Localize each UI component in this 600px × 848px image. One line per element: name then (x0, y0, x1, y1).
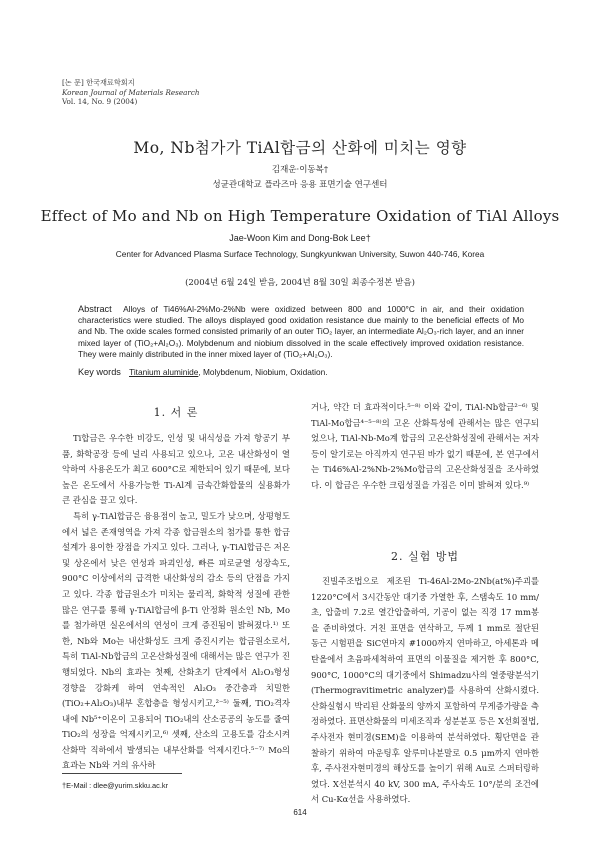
title-korean: Mo, Nb첨가가 TiAl합금의 산화에 미치는 영향 (133, 139, 467, 157)
authors-korean: 김재운·이동복† (271, 165, 329, 175)
journal-header (62, 78, 200, 107)
keyword-first: Titanium aluminide (129, 367, 199, 377)
affiliation-english: Center for Advanced Plasma Surface Technology, Sungkyunkwan University, Suwon 440-746, Korea (115, 249, 485, 259)
section1-heading: 1. 서 론 (153, 406, 199, 419)
footnote-email: †E-Mail : dlee@yurim.skku.ac.kr (62, 781, 169, 790)
paragraph: 거나, 약간 더 효과적이다.⁵⁻⁸⁾ 이와 같이, TiAl-Nb합금²⁻⁶⁾ 및 TiAl-Mo합금⁴⁻⁵⁻⁸⁾의 고온 산화특성에 관해서는 많은 연구되었으나, TiAl-Nb-Mo계 합금의 고온산화성질에 관해서는 저자 등이 알기로는 아직까지 연구된 바가 없기 때문에, 본 연구에서는 Ti46%Al-2%Nb-2%Mo합금의 고온산화성질을 조사하였다. 이 합금은 우수한 크립성질을 가짐은 이미 밝혀져 있다.⁹⁾ (311, 402, 539, 490)
journal-name-en: Korean Journal of Materials Research (62, 87, 200, 97)
abstract (78, 304, 524, 360)
footnote-rule (62, 773, 182, 774)
page-number: 614 (293, 808, 307, 817)
right-column-bottom (311, 574, 539, 808)
abstract-text: Alloys of Ti46%Al-2%Mo-2%Nb were oxidized between 800 and 1000°C in air, and their oxidation characteristics were studied. The alloys displayed good oxidation resistance due mainly to the beneficial effects of Mo and Nb. The oxide scales formed consisted primarily of an outer TiO₂ layer, an intermediate Al₂O₃-rich layer, and an inner mixed layer of (TiO₂+Al₂O₃). Molybdenum and niobium dissolved in the scale effectively improved oxidation resistance. They were mainly distributed in the inner mixed layer of (TiO₂+Al₂O₃). (78, 304, 524, 359)
left-column (62, 431, 290, 774)
keywords (78, 367, 524, 377)
section2-heading: 2. 실험 방법 (391, 550, 459, 563)
volume-info: Vol. 14, No. 9 (2004) (62, 97, 138, 106)
abstract-label: Abstract (78, 304, 112, 314)
paragraph: Ti합금은 우수한 비강도, 인성 및 내식성을 가져 항공기 부품, 화학공장 등에 널리 사용되고 있으나, 고온 내산화성이 열악하여 사용온도가 최고 600°C로 제한되어 있기 때문에, 보다 높은 온도에서 사용가능한 Ti-Al계 금속간화합물의 실용화가 큰 관심을 끌고 있다. (62, 433, 290, 506)
article-category: [논 문] 한국재료학회지 (62, 78, 135, 87)
keywords-label: Key words (78, 367, 121, 377)
right-column-top (311, 400, 539, 494)
paragraph: 특히 γ-TiAl합금은 융용점이 높고, 밀도가 낮으며, 상평형도에서 넓은 존재영역을 가져 각종 합금원소의 첨가를 통한 합금설계가 용이한 장점을 가지고 있다. 그러나, γ-TiAl합금은 저온 및 상온에서 낮은 연성과 파괴인성, 빠른 피로균열 성장속도, 900°C 이상에서의 급격한 내산화성의 감소 등의 단점을 가지고 있다. 각종 합금원소가 미치는 물리적, 화학적 성질에 관한 많은 연구를 통해 γ-TiAl합금에 β-Ti 안정화 원소인 Nb, Mo를 첨가하면 실온에서의 연성이 크게 증진됨이 밝혀졌다.¹⁾ 또한, Nb와 Mo는 내산화성도 크게 증진시키는 합금원소로서, 특히 TiAl-Nb합금의 고온산화성질에 대해서는 많은 연구가 진행되었다. Nb의 효과는 첫째, 산화초기 단계에서 Al₂O₃형성 경향을 강화케 하여 연속적인 Al₂O₃ 중간층과 치밀한 (TiO₂+Al₂O₃)내부 혼합층을 형성시키고,²⁻⁵⁾ 둘째, TiO₂격자내에 Nb⁵⁺이온이 고용되어 TiO₂내의 산소공공의 농도를 줄여 TiO₂의 성장을 억제시키고,⁶⁾ 셋째, 산소의 고용도를 감소시켜 산화막 직하에서 발생되는 내부산화를 억제시킨다.⁵⁻⁷⁾ Mo의 효과는 Nb와 거의 유사하 (62, 510, 290, 771)
paragraph: 진빌주조법으로 제조된 Ti-46Al-2Mo-2Nb(at%)주괴를 1220°C에서 3시간동안 대기중 가열한 후, 스탬속도 10 mm/초, 압출비 7.2로 열간압출하여, 기공이 없는 직경 17 mm봉을 준비하였다. 거친 표면을 연삭하고, 두께 1 mm로 절단된 동근 시험편을 SiC연마지 #1000까지 연마하고, 아세톤과 메탄올에서 초음파세척하여 표면의 이물질을 제거한 후 800°C, 900°C, 1000°C의 대기중에서 Shimadzu사의 열중량분석기(Thermogravitimetric analyzer)를 사용하여 산화시켰다. 산화실험시 박리된 산화물의 양까지 포함하여 무게증가량을 측정하였다. 표면산화물의 미세조직과 성분분포 등은 X선회절법, 주사전자 현미경(SEM)을 이용하여 분석하였다. 횡단면을 관찰하기 위하여 마운팅후 알루미나분말로 0.5 μm까지 연마한 후, 주사전자현미경의 해상도를 높이기 위해 Au로 스퍼터링하였다. X선분석시 40 kV, 300 mA, 주사속도 10°/분의 조건에서 Cu-Kα선을 사용하였다. (311, 576, 539, 805)
authors-english: Jae-Woon Kim and Dong-Bok Lee† (229, 233, 371, 243)
title-english: Effect of Mo and Nb on High Temperature Oxidation of TiAl Alloys (40, 207, 560, 225)
affiliation-korean: 성균관대학교 플라즈마 응용 표면기술 연구센터 (212, 180, 388, 190)
keywords-rest: , Molybdenum, Niobium, Oxidation. (198, 367, 328, 377)
received-dates: (2004년 6월 24일 받음, 2004년 8월 30일 최종수정본 받음) (185, 278, 415, 288)
